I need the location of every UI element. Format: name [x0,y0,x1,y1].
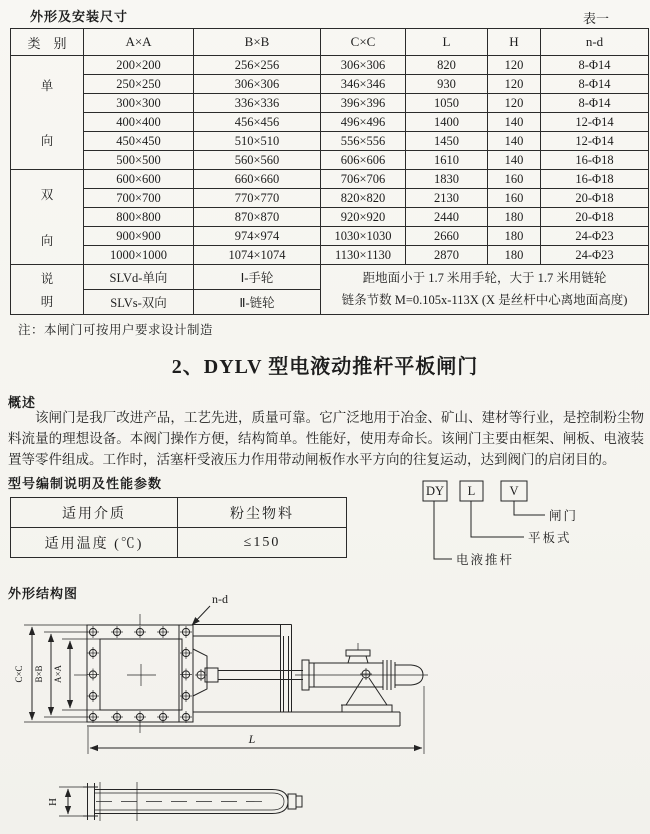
table-cell: 450×450 [84,132,194,151]
table-cell: 2130 [406,189,488,208]
structure-heading: 外形结构图 [8,586,79,601]
table-cell: 900×900 [84,227,194,246]
table-cell: 600×600 [84,170,194,189]
table-cell: 1000×1000 [84,246,194,265]
model-code-v: V [509,484,519,498]
model-heading: 型号编制说明及性能参数 [8,476,163,491]
table-cell: 256×256 [194,56,321,75]
table-cell: 1074×1074 [194,246,321,265]
legend-note-line1: 距地面小于 1.7 米用手轮，大于 1.7 米用链轮 [362,270,607,285]
table-cell: 496×496 [321,113,406,132]
bolt-holes [87,626,192,723]
legend-group-label [11,267,83,313]
group-label-char: 双 [40,188,54,202]
table-cell: 8-Φ14 [541,56,649,75]
model-label-gate: 闸门 [549,509,579,523]
table-cell: 920×920 [321,208,406,227]
group-label-char: 向 [40,134,54,148]
table-cell: 2870 [406,246,488,265]
table-cell: 500×500 [84,151,194,170]
bolt-hole [111,626,123,638]
table-cell: 606×606 [321,151,406,170]
table-cell: 12-Φ14 [541,113,649,132]
table-cell: 200×200 [84,56,194,75]
table-cell: 20-Φ18 [541,208,649,227]
bolt-hole [157,711,169,723]
table-header-row [11,29,649,56]
table-row [11,75,649,94]
table-number-label: 表一 [583,11,610,26]
column-header: B×B [194,29,321,56]
group-label-cell [11,170,84,265]
table-cell: 930 [406,75,488,94]
bolt-hole [180,711,192,723]
legend-group-cell [11,265,84,315]
bolt-hole [157,626,169,638]
hydraulic-actuator [295,643,428,690]
dimension-h [47,787,85,816]
column-header: 类 别 [11,29,84,56]
model-code-leaders [434,501,545,559]
column-header: L [406,29,488,56]
table-cell: 粉尘物料 [178,498,347,528]
table-cell: 120 [488,75,541,94]
page-title: 外形及安装尺寸 [30,9,129,24]
model-code-dy: DY [425,484,445,498]
table-cell: 2440 [406,208,488,227]
table-cell: SLVd-单向 [84,265,194,290]
column-header: A×A [84,29,194,56]
table-row [11,94,649,113]
table-row [11,151,649,170]
table-cell: 160 [488,170,541,189]
table-cell: 800×800 [84,208,194,227]
table-row [11,56,649,75]
table-row [11,170,649,189]
column-header: C×C [321,29,406,56]
model-label-flat-plate: 平板式 [528,531,572,545]
model-code-boxes [423,481,527,501]
table-cell: 20-Φ18 [541,189,649,208]
group-label [11,171,83,263]
table-cell: 24-Φ23 [541,227,649,246]
table-cell: 974×974 [194,227,321,246]
bolt-hole [111,711,123,723]
dimension-table-body [11,29,649,265]
legend-note-line2: 链条节数 M=0.105x-113X (X 是丝杆中心离地面高度) [341,292,628,307]
nd-label: n-d [212,592,228,606]
table-cell: 适用介质 [11,498,178,528]
table-cell: 346×346 [321,75,406,94]
dim-axa-label: A×A [53,664,63,684]
spec-table [10,497,347,558]
table-row [11,189,649,208]
table-cell: 8-Φ14 [541,94,649,113]
table-cell: 8-Φ14 [541,75,649,94]
table-cell: 1830 [406,170,488,189]
nd-callout [192,592,228,625]
table-cell: 820×820 [321,189,406,208]
dimension-table-legend [11,265,649,315]
table-cell: 1030×1030 [321,227,406,246]
table-cell: 180 [488,208,541,227]
group-label [11,58,83,168]
support-bracket [341,668,392,712]
table-cell: 706×706 [321,170,406,189]
table-cell: 396×396 [321,94,406,113]
table-cell: 180 [488,227,541,246]
bolt-hole [87,669,99,681]
table-cell: SLVs-双向 [84,290,194,315]
bolt-hole [87,711,99,723]
table-cell: 160 [488,189,541,208]
group-label-char: 单 [40,79,54,93]
table-cell: 556×556 [321,132,406,151]
model-code-diagram [400,476,650,576]
table-cell: 120 [488,94,541,113]
table-cell: 120 [488,56,541,75]
group-label-char: 说 [40,272,54,286]
gate-bracket [193,649,218,696]
table-cell: 12-Φ14 [541,132,649,151]
table-cell: 560×560 [194,151,321,170]
table-row [11,208,649,227]
table-cell: 1400 [406,113,488,132]
table-cell: 16-Φ18 [541,151,649,170]
table-cell: 250×250 [84,75,194,94]
table-cell: 1610 [406,151,488,170]
table-row [11,227,649,246]
bolt-hole [180,626,192,638]
table-cell: 180 [488,246,541,265]
dim-h-label: H [47,798,59,806]
table-cell: 870×870 [194,208,321,227]
table-row [11,246,649,265]
flange-plate [87,625,193,722]
table-cell: 16-Φ18 [541,170,649,189]
table-cell: 140 [488,132,541,151]
table-cell: 140 [488,151,541,170]
group-label-cell [11,56,84,170]
model-label-pusher: 电液推杆 [456,553,515,567]
table-cell: 1450 [406,132,488,151]
table-cell: 适用温度 (℃) [11,528,178,558]
side-view [83,782,302,821]
dim-cxc-label: C×C [14,665,24,683]
table-cell: 24-Φ23 [541,246,649,265]
table-cell: 336×336 [194,94,321,113]
piston-rod [218,671,303,680]
table-cell: Ⅱ-链轮 [194,290,321,315]
group-label-char: 明 [40,295,54,309]
table-cell: 300×300 [84,94,194,113]
table-cell: 456×456 [194,113,321,132]
bolt-hole [87,647,99,659]
table-footnote: 注：本闸门可按用户要求设计制造 [18,323,214,337]
table-cell: 2660 [406,227,488,246]
base-plate [87,712,400,726]
table-row [11,132,649,151]
bolt-hole [134,711,146,723]
table-row [11,113,649,132]
overview-heading: 概述 [8,395,37,410]
table-cell: 400×400 [84,113,194,132]
legend-note-cell [321,265,649,315]
section-title: 2、DYLV 型电液动推杆平板闸门 [171,356,479,378]
table-cell: ≤150 [178,528,347,558]
table-cell: 660×660 [194,170,321,189]
dim-l-label: L [248,732,256,746]
column-header: H [488,29,541,56]
table-cell: 510×510 [194,132,321,151]
dimension-table [10,28,649,315]
column-header: n-d [541,29,649,56]
table-cell: 306×306 [194,75,321,94]
table-cell: 700×700 [84,189,194,208]
table-row [11,528,347,558]
bolt-hole [134,626,146,638]
table-row [11,498,347,528]
table-row [11,265,649,290]
table-cell: 1130×1130 [321,246,406,265]
bolt-hole [87,626,99,638]
overview-paragraph: 该闸门是我厂改进产品，工艺先进，质量可靠。它广泛地用于冶金、矿山、建材等行业，是控制粉尘物料流量的理想设备。本阀门操作方便，结构简单。性能好，使用寿命长。该闸门主要由框架、闸板、电液装置等零件组成。工作时，活塞杆受液压力作用带动闸板作水平方向的往复运动，达到阀门的启闭目的。 [8,410,644,467]
table-cell: 820 [406,56,488,75]
table-cell: 770×770 [194,189,321,208]
outline-structure-drawing [0,590,650,834]
model-code-l: L [467,484,476,498]
table-cell: 306×306 [321,56,406,75]
table-cell: 140 [488,113,541,132]
group-label-char: 向 [40,234,54,248]
table-cell: 1050 [406,94,488,113]
table-cell: Ⅰ-手轮 [194,265,321,290]
dim-bxb-label: B×B [34,665,44,683]
bolt-hole [87,690,99,702]
